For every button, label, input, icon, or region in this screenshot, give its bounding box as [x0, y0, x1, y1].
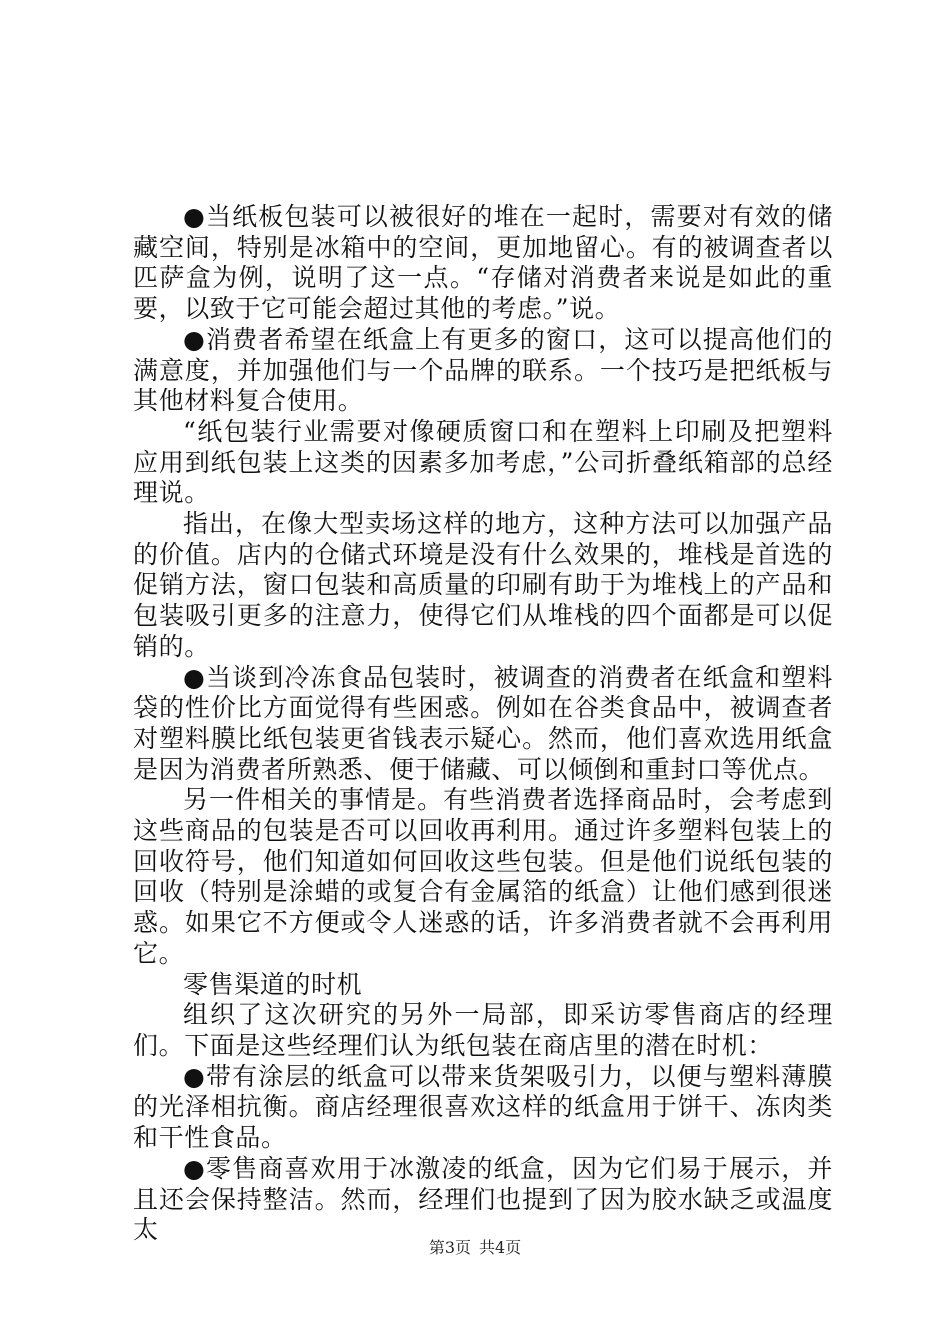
paragraph-ice-cream: ●零售商喜欢用于冰激凌的纸盒，因为它们易于展示，并且还会保持整洁。然而，经理们也提到了因为胶水缺乏或温度太 [133, 1153, 833, 1245]
paragraph-quote-manager: “纸包装行业需要对像硬质窗口和在塑料上印刷及把塑料应用到纸包装上这类的因素多加考虑，”公司折叠纸箱部的总经理说。 [133, 416, 833, 508]
paragraph-retail-intro: 组织了这次研究的另外一局部，即采访零售商店的经理们。下面是这些经理们认为纸包装在商店里的潜在时机： [133, 1000, 833, 1060]
page-footer [0, 1238, 950, 1258]
page-total: 共4页 [479, 1238, 522, 1257]
paragraph-coated-cartons: ●带有涂层的纸盒可以带来货架吸引力，以便与塑料薄膜的光泽相抗衡。商店经理很喜欢这样的纸盒用于饼干、冻肉类和干性食品。 [133, 1061, 833, 1153]
document-body [133, 202, 833, 1246]
paragraph-recycling: 另一件相关的事情是。有些消费者选择商品时，会考虑到这些商品的包装是否可以回收再利用。通过许多塑料包装上的回收符号，他们知道如何回收这些包装。但是他们说纸包装的回收（特别是涂蜡的或复合有金属箔的纸盒）让他们感到很迷惑。如果它不方便或令人迷惑的话，许多消费者就不会再利用它。 [133, 785, 833, 968]
section-heading-retail: 零售渠道的时机 [183, 969, 363, 999]
paragraph-frozen-food: ●当谈到冷冻食品包装时，被调查的消费者在纸盒和塑料袋的性价比方面觉得有些困惑。例如在谷类食品中，被调查者对塑料膜比纸包装更省钱表示疑心。然而，他们喜欢选用纸盒是因为消费者所熟悉、便于储藏、可以倾倒和重封口等优点。 [133, 662, 833, 784]
paragraph-windows: ●消费者希望在纸盒上有更多的窗口，这可以提高他们的满意度，并加强他们与一个品牌的联系。一个技巧是把纸板与其他材料复合使用。 [133, 324, 833, 416]
page-number: 第3页 [428, 1238, 471, 1257]
paragraph-hypermarket: 指出，在像大型卖场这样的地方，这种方法可以加强产品的价值。店内的仓储式环境是没有什么效果的，堆栈是首选的促销方法，窗口包装和高质量的印刷有助于为堆栈上的产品和包装吸引更多的注意力，使得它们从堆栈的四个面都是可以促销的。 [133, 509, 833, 661]
paragraph-storage-space: ●当纸板包装可以被很好的堆在一起时，需要对有效的储藏空间，特别是冰箱中的空间，更加地留心。有的被调查者以匹萨盒为例，说明了这一点。“存储对消费者来说是如此的重要，以致于它可能会超过其他的考虑。”说。 [133, 202, 833, 324]
